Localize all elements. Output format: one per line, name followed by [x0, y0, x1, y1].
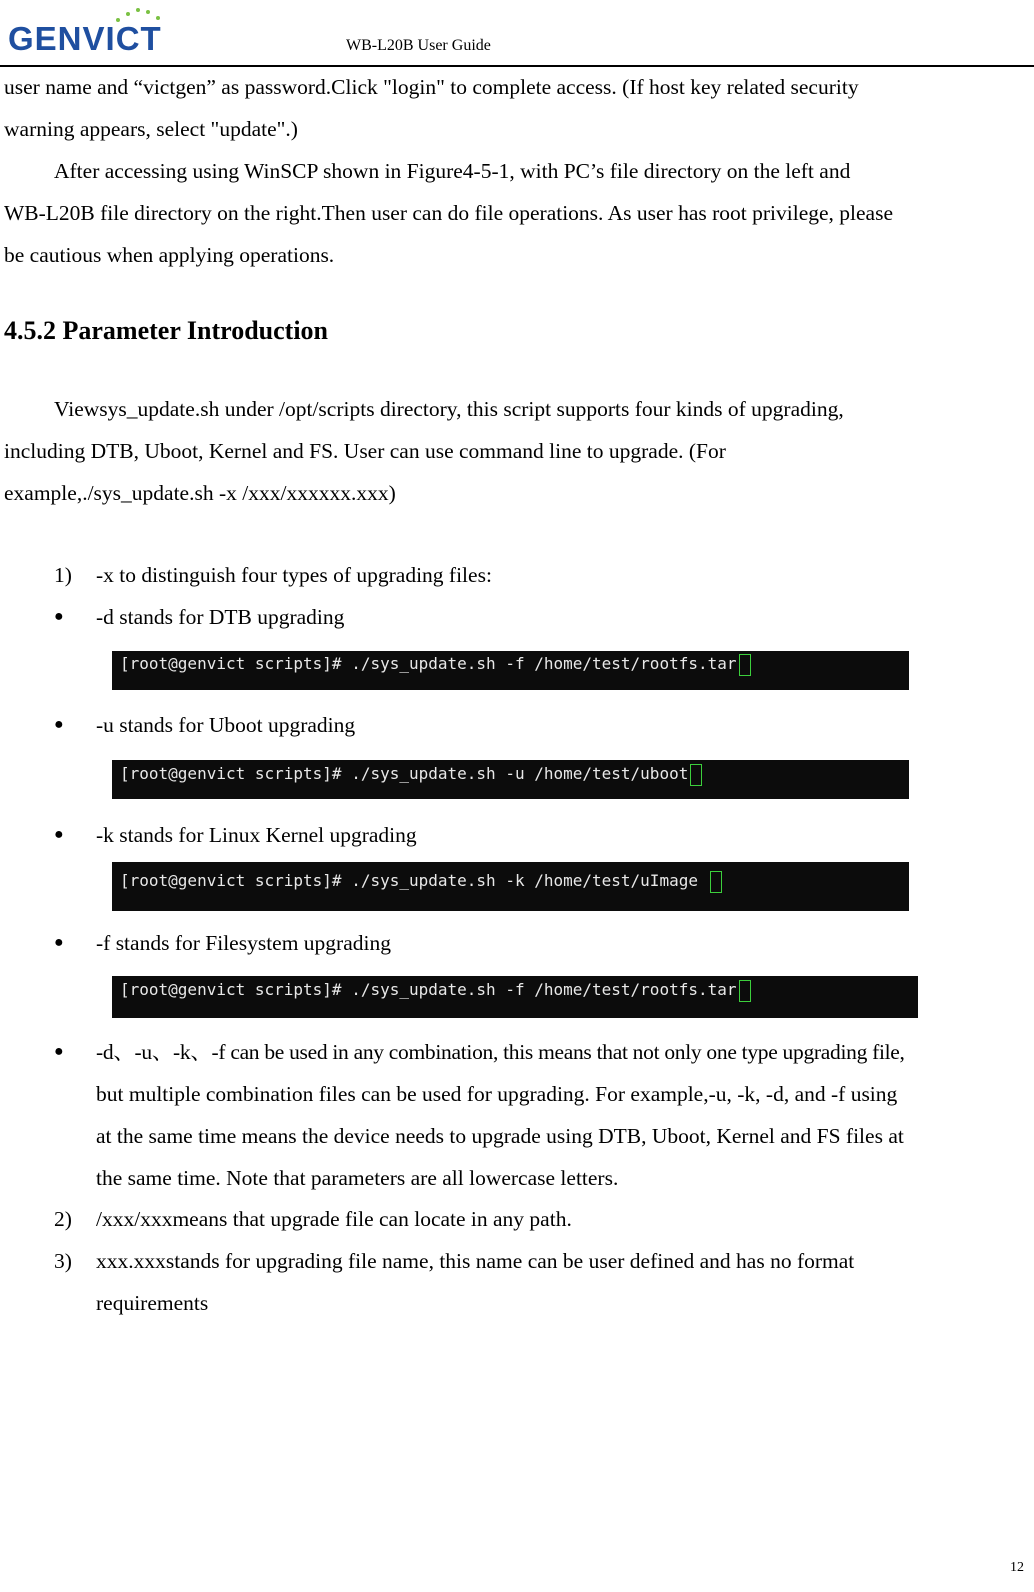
paragraph-line: warning appears, select "update".): [4, 117, 298, 141]
terminal-cursor-icon: [690, 764, 702, 786]
terminal-command: [root@genvict scripts]# ./sys_update.sh -u /home/test/uboot: [120, 764, 689, 783]
paragraph-line: example,./sys_update.sh -x /xxx/xxxxxx.xxx): [4, 481, 396, 505]
list-number: 1): [54, 563, 72, 587]
terminal-cursor-icon: [739, 654, 751, 676]
genvict-logo: [4, 2, 184, 58]
bullet-icon: ●: [54, 1043, 64, 1060]
page-number: 12: [1010, 1560, 1024, 1575]
section-heading: 4.5.2 Parameter Introduction: [4, 316, 328, 345]
bullet-icon: ●: [54, 826, 64, 843]
terminal-command: [root@genvict scripts]# ./sys_update.sh -k /home/test/uImage: [120, 871, 708, 890]
paragraph-line: be cautious when applying operations.: [4, 243, 335, 267]
list-item: -x to distinguish four types of upgrading files:: [96, 563, 492, 587]
page-header: [0, 0, 1034, 68]
list-item: -k stands for Linux Kernel upgrading: [96, 823, 417, 847]
list-item-continuation: at the same time means the device needs to upgrade using DTB, Uboot, Kernel and FS files at: [96, 1124, 904, 1148]
list-item: -d、-u、-k、-f can be used in any combination, this means that not only one type upgrading file,: [96, 1040, 905, 1064]
terminal-screenshot: [112, 862, 909, 911]
list-number: 2): [54, 1207, 72, 1231]
list-item: xxx.xxxstands for upgrading file name, this name can be user defined and has no format: [96, 1249, 855, 1273]
paragraph-line: Viewsys_update.sh under /opt/scripts directory, this script supports four kinds of upgrading,: [54, 397, 844, 421]
bullet-icon: ●: [54, 716, 64, 733]
list-number: 3): [54, 1249, 72, 1273]
bullet-icon: ●: [54, 608, 64, 625]
document-title: WB-L20B User Guide: [346, 37, 491, 54]
terminal-command: [root@genvict scripts]# ./sys_update.sh -f /home/test/rootfs.tar: [120, 980, 737, 999]
terminal-screenshot: [112, 651, 909, 690]
logo-text: GENVICT: [8, 20, 162, 57]
list-item: -d stands for DTB upgrading: [96, 605, 345, 629]
terminal-cursor-icon: [739, 980, 751, 1002]
terminal-command: [root@genvict scripts]# ./sys_update.sh -f /home/test/rootfs.tar: [120, 654, 737, 673]
paragraph-line: WB-L20B file directory on the right.Then user can do file operations. As user has root privilege, please: [4, 201, 894, 225]
list-item-continuation: requirements: [96, 1291, 209, 1315]
terminal-screenshot: [112, 760, 909, 799]
list-item: -u stands for Uboot upgrading: [96, 713, 356, 737]
paragraph-line: user name and “victgen” as password.Click "login" to complete access. (If host key related security: [4, 75, 859, 99]
paragraph-line: After accessing using WinSCP shown in Figure4-5-1, with PC’s file directory on the left and: [54, 159, 851, 183]
paragraph-line: including DTB, Uboot, Kernel and FS. User can use command line to upgrade. (For: [4, 439, 726, 463]
list-item-continuation: the same time. Note that parameters are all lowercase letters.: [96, 1166, 619, 1190]
terminal-cursor-icon: [710, 871, 722, 893]
list-item: /xxx/xxxmeans that upgrade file can locate in any path.: [96, 1207, 572, 1231]
terminal-screenshot: [112, 976, 918, 1018]
list-item-continuation: but multiple combination files can be used for upgrading. For example,-u, -k, -d, and -f using: [96, 1082, 898, 1106]
bullet-icon: ●: [54, 934, 64, 951]
list-item: -f stands for Filesystem upgrading: [96, 931, 391, 955]
